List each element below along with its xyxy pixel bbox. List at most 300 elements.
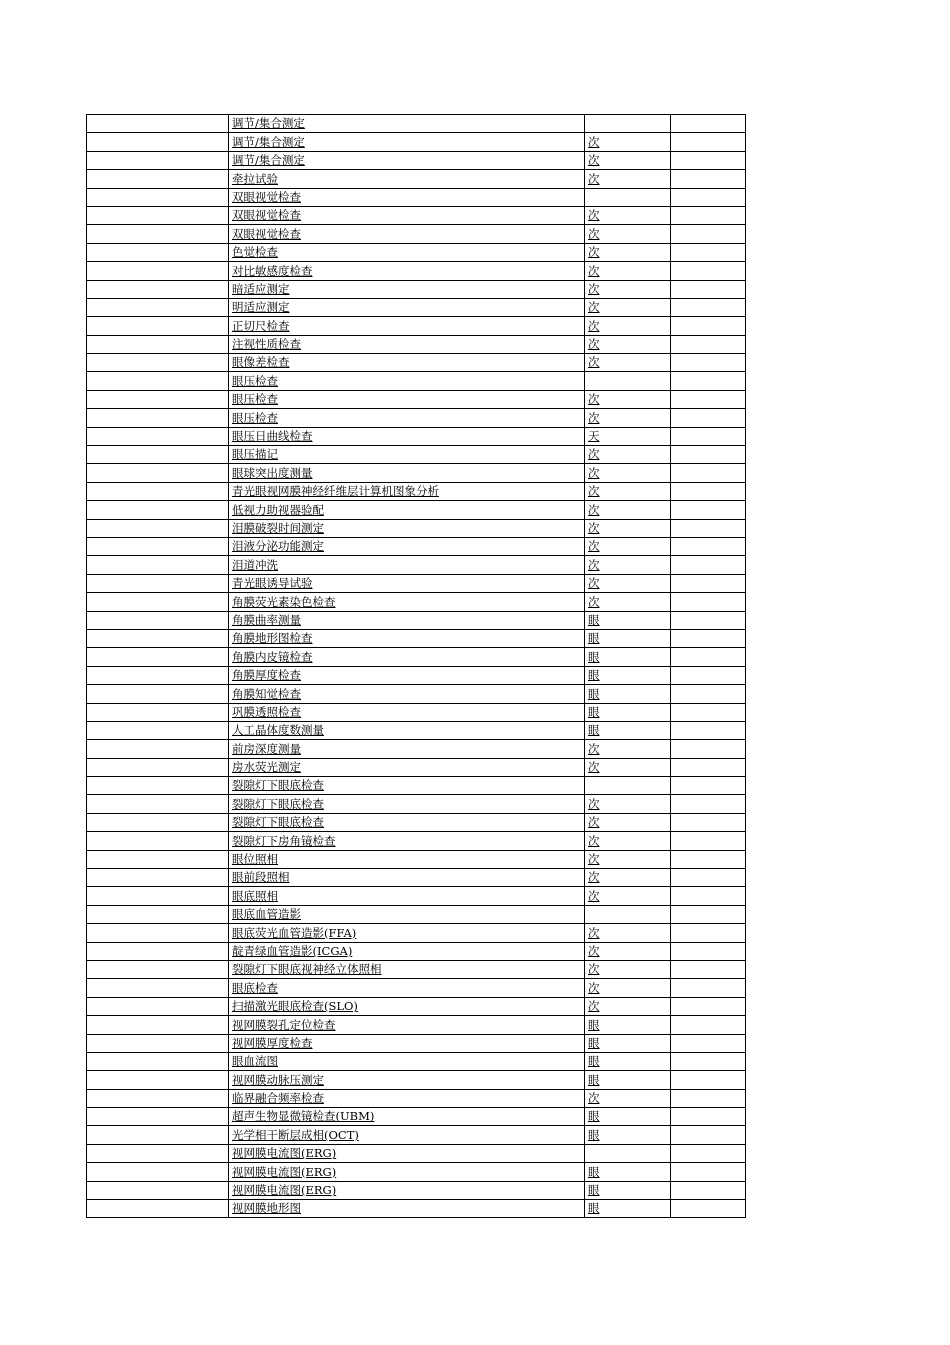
price-cell <box>671 777 746 795</box>
item-name-cell: 角膜荧光素染色检查 <box>229 593 585 611</box>
code-cell <box>87 850 229 868</box>
unit-cell: 次 <box>585 556 671 574</box>
code-cell <box>87 813 229 831</box>
table-row <box>87 795 746 813</box>
table-row <box>87 409 746 427</box>
table-row <box>87 777 746 795</box>
code-cell <box>87 1144 229 1162</box>
price-cell <box>671 1126 746 1144</box>
unit-cell: 次 <box>585 151 671 169</box>
table-row <box>87 556 746 574</box>
code-cell <box>87 795 229 813</box>
code-cell <box>87 997 229 1015</box>
unit-cell: 次 <box>585 464 671 482</box>
item-name-cell: 眼压描记 <box>229 446 585 464</box>
price-cell <box>671 519 746 537</box>
price-cell <box>671 593 746 611</box>
table-row <box>87 243 746 261</box>
price-cell <box>671 648 746 666</box>
price-cell <box>671 243 746 261</box>
unit-cell: 眼 <box>585 703 671 721</box>
table-row <box>87 721 746 739</box>
item-name-cell: 眼底荧光血管造影(FFA) <box>229 924 585 942</box>
unit-cell: 次 <box>585 262 671 280</box>
item-name-cell: 裂隙灯下房角镜检查 <box>229 832 585 850</box>
price-cell <box>671 666 746 684</box>
price-cell <box>671 832 746 850</box>
price-cell <box>671 427 746 445</box>
code-cell <box>87 537 229 555</box>
item-name-cell: 双眼视觉检查 <box>229 225 585 243</box>
item-name-cell: 调节/集合测定 <box>229 151 585 169</box>
unit-cell: 次 <box>585 924 671 942</box>
item-table-body <box>87 115 746 1218</box>
unit-cell: 次 <box>585 795 671 813</box>
item-name-cell: 双眼视觉检查 <box>229 188 585 206</box>
table-row <box>87 1144 746 1162</box>
price-cell <box>671 262 746 280</box>
table-row <box>87 1200 746 1218</box>
item-name-cell: 视网膜电流图(ERG) <box>229 1181 585 1199</box>
price-cell <box>671 354 746 372</box>
table-row <box>87 133 746 151</box>
item-name-cell: 青光眼视网膜神经纤维层计算机图象分析 <box>229 482 585 500</box>
unit-cell: 次 <box>585 1089 671 1107</box>
price-cell <box>671 188 746 206</box>
item-name-cell: 裂隙灯下眼底视神经立体照相 <box>229 960 585 978</box>
unit-cell: 眼 <box>585 685 671 703</box>
item-name-cell: 调节/集合测定 <box>229 133 585 151</box>
item-name-cell: 靛青绿血管造影(ICGA) <box>229 942 585 960</box>
price-cell <box>671 133 746 151</box>
code-cell <box>87 666 229 684</box>
unit-cell: 次 <box>585 133 671 151</box>
unit-cell: 眼 <box>585 611 671 629</box>
item-name-cell: 眼底检查 <box>229 979 585 997</box>
item-name-cell: 裂隙灯下眼底检查 <box>229 795 585 813</box>
price-cell <box>671 850 746 868</box>
item-name-cell: 泪膜破裂时间测定 <box>229 519 585 537</box>
price-cell <box>671 869 746 887</box>
table-row <box>87 924 746 942</box>
unit-cell <box>585 905 671 923</box>
table-row <box>87 335 746 353</box>
price-cell <box>671 317 746 335</box>
price-cell <box>671 629 746 647</box>
unit-cell: 次 <box>585 537 671 555</box>
price-cell <box>671 979 746 997</box>
table-row <box>87 372 746 390</box>
code-cell <box>87 648 229 666</box>
item-name-cell: 眼压检查 <box>229 409 585 427</box>
price-cell <box>671 225 746 243</box>
code-cell <box>87 1108 229 1126</box>
unit-cell <box>585 372 671 390</box>
price-cell <box>671 1108 746 1126</box>
item-name-cell: 眼底照相 <box>229 887 585 905</box>
code-cell <box>87 280 229 298</box>
item-name-cell: 眼位照相 <box>229 850 585 868</box>
table-row <box>87 850 746 868</box>
code-cell <box>87 979 229 997</box>
table-row <box>87 317 746 335</box>
item-name-cell: 视网膜动脉压测定 <box>229 1071 585 1089</box>
table-row <box>87 1089 746 1107</box>
price-cell <box>671 924 746 942</box>
item-name-cell: 眼前段照相 <box>229 869 585 887</box>
table-row <box>87 464 746 482</box>
table-row <box>87 151 746 169</box>
unit-cell: 次 <box>585 519 671 537</box>
item-name-cell: 裂隙灯下眼底检查 <box>229 777 585 795</box>
code-cell <box>87 1163 229 1181</box>
price-cell <box>671 611 746 629</box>
code-cell <box>87 942 229 960</box>
code-cell <box>87 924 229 942</box>
code-cell <box>87 262 229 280</box>
item-name-cell: 光学相干断层成相(OCT) <box>229 1126 585 1144</box>
item-name-cell: 角膜地形图检查 <box>229 629 585 647</box>
code-cell <box>87 1052 229 1070</box>
item-table <box>86 114 746 1218</box>
table-row <box>87 390 746 408</box>
price-cell <box>671 813 746 831</box>
unit-cell: 眼 <box>585 1016 671 1034</box>
table-row <box>87 574 746 592</box>
unit-cell: 眼 <box>585 1181 671 1199</box>
unit-cell: 次 <box>585 758 671 776</box>
table-row <box>87 869 746 887</box>
unit-cell: 眼 <box>585 1163 671 1181</box>
unit-cell <box>585 777 671 795</box>
price-cell <box>671 446 746 464</box>
item-name-cell: 视网膜电流图(ERG) <box>229 1144 585 1162</box>
table-row <box>87 1016 746 1034</box>
unit-cell: 次 <box>585 960 671 978</box>
price-cell <box>671 1144 746 1162</box>
table-row <box>87 905 746 923</box>
unit-cell: 次 <box>585 574 671 592</box>
unit-cell: 次 <box>585 390 671 408</box>
unit-cell: 眼 <box>585 629 671 647</box>
price-cell <box>671 335 746 353</box>
table-row <box>87 280 746 298</box>
table-row <box>87 537 746 555</box>
code-cell <box>87 151 229 169</box>
table-row <box>87 188 746 206</box>
code-cell <box>87 482 229 500</box>
item-name-cell: 暗适应测定 <box>229 280 585 298</box>
code-cell <box>87 206 229 224</box>
table-row <box>87 593 746 611</box>
item-name-cell: 注视性质检查 <box>229 335 585 353</box>
table-row <box>87 942 746 960</box>
item-name-cell: 青光眼诱导试验 <box>229 574 585 592</box>
price-cell <box>671 115 746 133</box>
code-cell <box>87 905 229 923</box>
price-cell <box>671 206 746 224</box>
code-cell <box>87 1071 229 1089</box>
item-name-cell: 眼压日曲线检查 <box>229 427 585 445</box>
item-name-cell: 牵拉试验 <box>229 170 585 188</box>
item-name-cell: 角膜知觉检查 <box>229 685 585 703</box>
item-name-cell: 正切尺检查 <box>229 317 585 335</box>
table-row <box>87 703 746 721</box>
item-name-cell: 明适应测定 <box>229 298 585 316</box>
unit-cell: 次 <box>585 997 671 1015</box>
table-row <box>87 611 746 629</box>
unit-cell: 次 <box>585 446 671 464</box>
table-row <box>87 298 746 316</box>
unit-cell <box>585 115 671 133</box>
price-cell <box>671 1181 746 1199</box>
price-cell <box>671 556 746 574</box>
table-row <box>87 1126 746 1144</box>
code-cell <box>87 243 229 261</box>
table-row <box>87 1108 746 1126</box>
code-cell <box>87 574 229 592</box>
price-cell <box>671 758 746 776</box>
table-row <box>87 115 746 133</box>
code-cell <box>87 611 229 629</box>
code-cell <box>87 1181 229 1199</box>
price-cell <box>671 464 746 482</box>
table-row <box>87 685 746 703</box>
unit-cell: 次 <box>585 850 671 868</box>
price-cell <box>671 1163 746 1181</box>
table-row <box>87 758 746 776</box>
item-name-cell: 眼像差检查 <box>229 354 585 372</box>
table-row <box>87 482 746 500</box>
table-row <box>87 960 746 978</box>
item-name-cell: 临界融合频率检查 <box>229 1089 585 1107</box>
code-cell <box>87 685 229 703</box>
unit-cell: 次 <box>585 832 671 850</box>
unit-cell: 眼 <box>585 1071 671 1089</box>
item-name-cell: 裂隙灯下眼底检查 <box>229 813 585 831</box>
unit-cell <box>585 1144 671 1162</box>
code-cell <box>87 1126 229 1144</box>
table-row <box>87 1163 746 1181</box>
price-cell <box>671 795 746 813</box>
price-cell <box>671 960 746 978</box>
price-cell <box>671 151 746 169</box>
unit-cell: 次 <box>585 243 671 261</box>
price-cell <box>671 501 746 519</box>
unit-cell: 次 <box>585 206 671 224</box>
code-cell <box>87 1016 229 1034</box>
unit-cell <box>585 188 671 206</box>
table-row <box>87 225 746 243</box>
unit-cell: 次 <box>585 335 671 353</box>
table-row <box>87 1181 746 1199</box>
code-cell <box>87 446 229 464</box>
table-row <box>87 629 746 647</box>
item-name-cell: 前房深度测量 <box>229 740 585 758</box>
unit-cell: 次 <box>585 170 671 188</box>
unit-cell: 次 <box>585 887 671 905</box>
price-cell <box>671 1052 746 1070</box>
table-row <box>87 519 746 537</box>
price-cell <box>671 170 746 188</box>
item-name-cell: 色觉检查 <box>229 243 585 261</box>
unit-cell: 眼 <box>585 666 671 684</box>
item-name-cell: 角膜曲率测量 <box>229 611 585 629</box>
code-cell <box>87 721 229 739</box>
price-cell <box>671 372 746 390</box>
item-name-cell: 调节/集合测定 <box>229 115 585 133</box>
unit-cell: 次 <box>585 354 671 372</box>
code-cell <box>87 133 229 151</box>
unit-cell: 眼 <box>585 1034 671 1052</box>
code-cell <box>87 629 229 647</box>
code-cell <box>87 869 229 887</box>
unit-cell: 眼 <box>585 1200 671 1218</box>
item-name-cell: 眼压检查 <box>229 372 585 390</box>
item-name-cell: 人工晶体度数测量 <box>229 721 585 739</box>
item-name-cell: 泪液分泌功能测定 <box>229 537 585 555</box>
table-row <box>87 501 746 519</box>
item-name-cell: 视网膜厚度检查 <box>229 1034 585 1052</box>
item-name-cell: 眼压检查 <box>229 390 585 408</box>
code-cell <box>87 740 229 758</box>
unit-cell: 次 <box>585 740 671 758</box>
table-row <box>87 446 746 464</box>
item-name-cell: 视网膜电流图(ERG) <box>229 1163 585 1181</box>
price-cell <box>671 537 746 555</box>
table-row <box>87 354 746 372</box>
unit-cell: 眼 <box>585 648 671 666</box>
table-row <box>87 979 746 997</box>
code-cell <box>87 115 229 133</box>
unit-cell: 次 <box>585 979 671 997</box>
price-cell <box>671 280 746 298</box>
unit-cell: 眼 <box>585 1126 671 1144</box>
code-cell <box>87 501 229 519</box>
unit-cell: 次 <box>585 593 671 611</box>
price-cell <box>671 942 746 960</box>
item-name-cell: 眼血流图 <box>229 1052 585 1070</box>
price-cell <box>671 905 746 923</box>
price-cell <box>671 703 746 721</box>
price-cell <box>671 390 746 408</box>
price-cell <box>671 482 746 500</box>
code-cell <box>87 887 229 905</box>
item-name-cell: 视网膜地形图 <box>229 1200 585 1218</box>
unit-cell: 次 <box>585 501 671 519</box>
code-cell <box>87 832 229 850</box>
table-row <box>87 832 746 850</box>
table-row <box>87 740 746 758</box>
code-cell <box>87 298 229 316</box>
code-cell <box>87 188 229 206</box>
table-row <box>87 887 746 905</box>
unit-cell: 眼 <box>585 1108 671 1126</box>
item-name-cell: 超声生物显微镜检查(UBM) <box>229 1108 585 1126</box>
code-cell <box>87 427 229 445</box>
unit-cell: 次 <box>585 869 671 887</box>
table-row <box>87 1052 746 1070</box>
table-row <box>87 262 746 280</box>
item-name-cell: 房水荧光测定 <box>229 758 585 776</box>
table-row <box>87 170 746 188</box>
code-cell <box>87 1200 229 1218</box>
code-cell <box>87 354 229 372</box>
code-cell <box>87 758 229 776</box>
price-cell <box>671 740 746 758</box>
code-cell <box>87 317 229 335</box>
price-cell <box>671 574 746 592</box>
price-cell <box>671 298 746 316</box>
code-cell <box>87 225 229 243</box>
table-row <box>87 813 746 831</box>
code-cell <box>87 1034 229 1052</box>
table-row <box>87 1034 746 1052</box>
code-cell <box>87 390 229 408</box>
item-name-cell: 角膜内皮镜检查 <box>229 648 585 666</box>
unit-cell: 次 <box>585 225 671 243</box>
unit-cell: 次 <box>585 298 671 316</box>
price-cell <box>671 1034 746 1052</box>
code-cell <box>87 703 229 721</box>
unit-cell: 次 <box>585 317 671 335</box>
price-cell <box>671 409 746 427</box>
table-row <box>87 666 746 684</box>
code-cell <box>87 960 229 978</box>
price-cell <box>671 1200 746 1218</box>
unit-cell: 次 <box>585 409 671 427</box>
code-cell <box>87 372 229 390</box>
item-name-cell: 视网膜裂孔定位检查 <box>229 1016 585 1034</box>
unit-cell: 次 <box>585 280 671 298</box>
unit-cell: 次 <box>585 813 671 831</box>
table-row <box>87 997 746 1015</box>
item-name-cell: 眼底血管造影 <box>229 905 585 923</box>
code-cell <box>87 777 229 795</box>
item-name-cell: 扫描激光眼底检查(SLO) <box>229 997 585 1015</box>
item-name-cell: 对比敏感度检查 <box>229 262 585 280</box>
item-name-cell: 双眼视觉检查 <box>229 206 585 224</box>
code-cell <box>87 335 229 353</box>
price-cell <box>671 1016 746 1034</box>
code-cell <box>87 556 229 574</box>
code-cell <box>87 593 229 611</box>
table-row <box>87 427 746 445</box>
item-name-cell: 眼球突出度测量 <box>229 464 585 482</box>
unit-cell: 天 <box>585 427 671 445</box>
table-row <box>87 1071 746 1089</box>
price-cell <box>671 1071 746 1089</box>
table-row <box>87 648 746 666</box>
unit-cell: 眼 <box>585 721 671 739</box>
item-name-cell: 低视力助视器验配 <box>229 501 585 519</box>
price-cell <box>671 685 746 703</box>
item-name-cell: 巩膜透照检查 <box>229 703 585 721</box>
price-cell <box>671 1089 746 1107</box>
price-cell <box>671 997 746 1015</box>
item-name-cell: 角膜厚度检查 <box>229 666 585 684</box>
code-cell <box>87 464 229 482</box>
item-name-cell: 泪道冲洗 <box>229 556 585 574</box>
unit-cell: 次 <box>585 482 671 500</box>
code-cell <box>87 1089 229 1107</box>
code-cell <box>87 519 229 537</box>
price-cell <box>671 721 746 739</box>
price-cell <box>671 887 746 905</box>
table-row <box>87 206 746 224</box>
code-cell <box>87 409 229 427</box>
unit-cell: 次 <box>585 942 671 960</box>
